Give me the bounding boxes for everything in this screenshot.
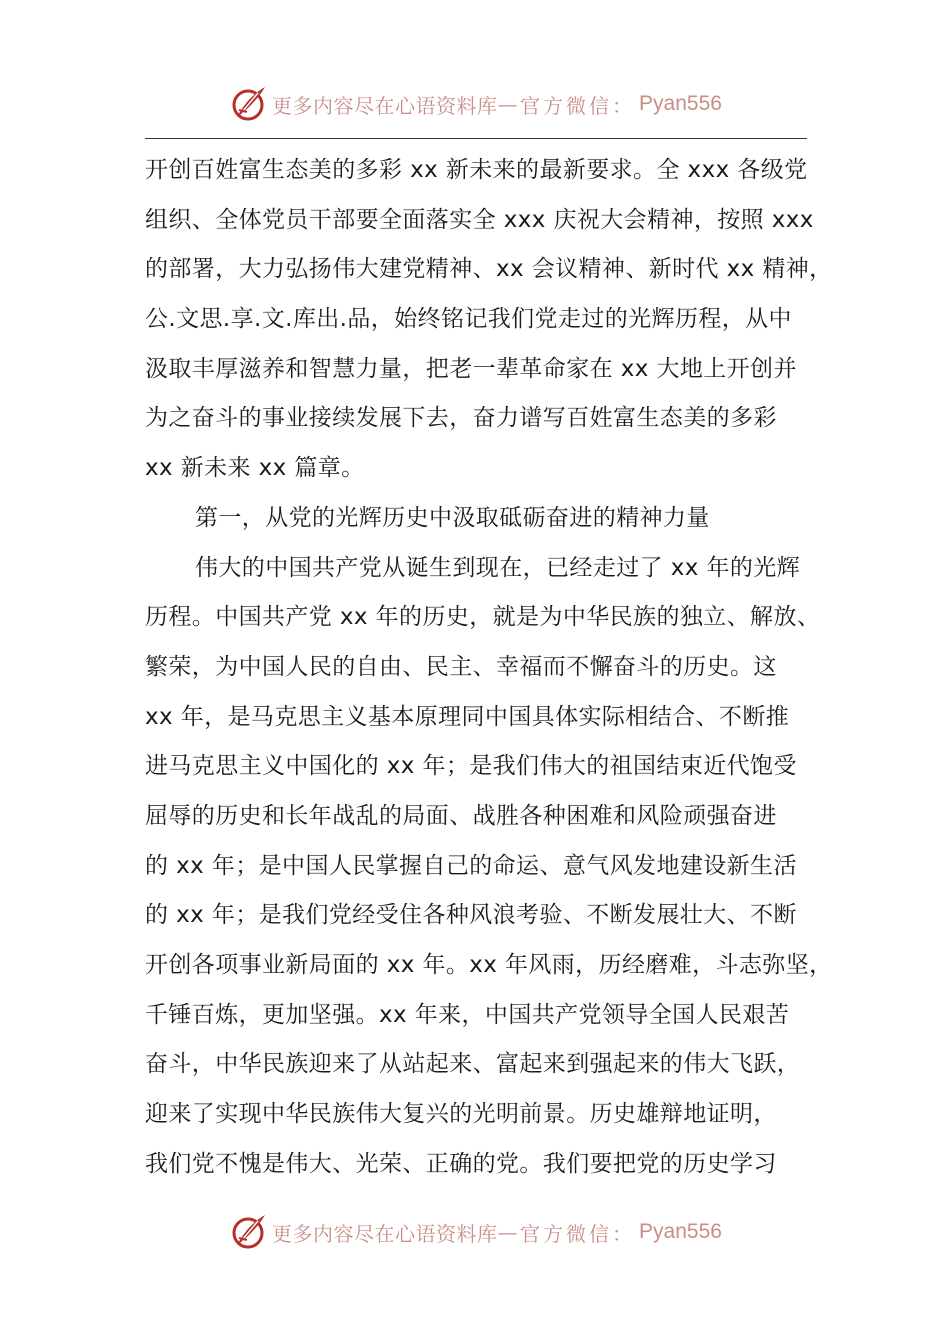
feather-pen-seal-icon — [228, 1212, 268, 1252]
text-line: 为之奋斗的事业接续发展下去，奋力谱写百姓富生态美的多彩 — [145, 405, 777, 432]
text-line: 奋斗，中华民族迎来了从站起来、富起来到强起来的伟大飞跃， — [145, 1051, 801, 1078]
text-line: 开创百姓富生态美的多彩 xx 新未来的最新要求。全 xxx 各级党 — [145, 157, 808, 183]
header-promo-text: 更多内容尽在心语资料库 — [272, 93, 498, 118]
document-body — [145, 146, 833, 1189]
text-line: 组织、全体党员干部要全面落实全 xxx 庆祝大会精神，按照 xxx — [145, 206, 814, 233]
text-line: 的部署，大力弘扬伟大建党精神、xx 会议精神、新时代 xx 精神， — [145, 256, 833, 283]
text-line: 繁荣，为中国人民的自由、民主、幸福而不懈奋斗的历史。这 — [145, 653, 777, 680]
header-dash: — — [497, 92, 519, 116]
section-heading: 第一，从党的光辉历史中汲取砥砺奋进的精神力量 — [195, 504, 710, 531]
header-wechat-id: Pyan556 — [639, 92, 722, 115]
text-line: 迎来了实现中华民族伟大复兴的光明前景。历史雄辩地证明， — [145, 1101, 777, 1128]
header-banner — [0, 82, 950, 126]
text-line: 伟大的中国共产党从诞生到现在，已经走过了 xx 年的光辉 — [195, 554, 801, 581]
footer-promo-text: 更多内容尽在心语资料库 — [272, 1221, 498, 1246]
text-line: 的 xx 年；是中国人民掌握自己的命运、意气风发地建设新生活 — [145, 852, 797, 879]
footer-dash: — — [497, 1220, 519, 1244]
text-line: 我们党不愧是伟大、光荣、正确的党。我们要把党的历史学习 — [145, 1150, 777, 1177]
text-line: xx 新未来 xx 篇章。 — [145, 455, 365, 482]
footer-wechat-label: 官方微信： — [520, 1221, 636, 1246]
footer-wechat-id: Pyan556 — [639, 1220, 722, 1243]
feather-pen-seal-icon — [228, 84, 268, 124]
text-line: 汲取丰厚滋养和智慧力量，把老一辈革命家在 xx 大地上开创并 — [145, 355, 797, 382]
text-line: 屈辱的历史和长年战乱的局面、战胜各种困难和风险顽强奋进 — [145, 802, 777, 829]
header-divider — [145, 138, 807, 139]
text-line: 开创各项事业新局面的 xx 年。xx 年风雨，历经磨难，斗志弥坚， — [145, 952, 833, 978]
text-line: 千锤百炼，更加坚强。xx 年来，中国共产党领导全国人民艰苦 — [145, 1001, 790, 1028]
header-wechat-label: 官方微信： — [520, 93, 636, 118]
text-line: 的 xx 年；是我们党经受住各种风浪考验、不断发展壮大、不断 — [145, 902, 797, 929]
text-line: 进马克思主义中国化的 xx 年；是我们伟大的祖国结束近代饱受 — [145, 753, 797, 780]
text-line: 历程。中国共产党 xx 年的历史，就是为中华民族的独立、解放、 — [145, 604, 821, 631]
text-line: 公.文思.享.文.库出.品，始终铭记我们党走过的光辉历程，从中 — [145, 306, 792, 333]
footer-banner — [0, 1210, 950, 1254]
text-line: xx 年，是马克思主义基本原理同中国具体实际相结合、不断推 — [145, 703, 790, 730]
